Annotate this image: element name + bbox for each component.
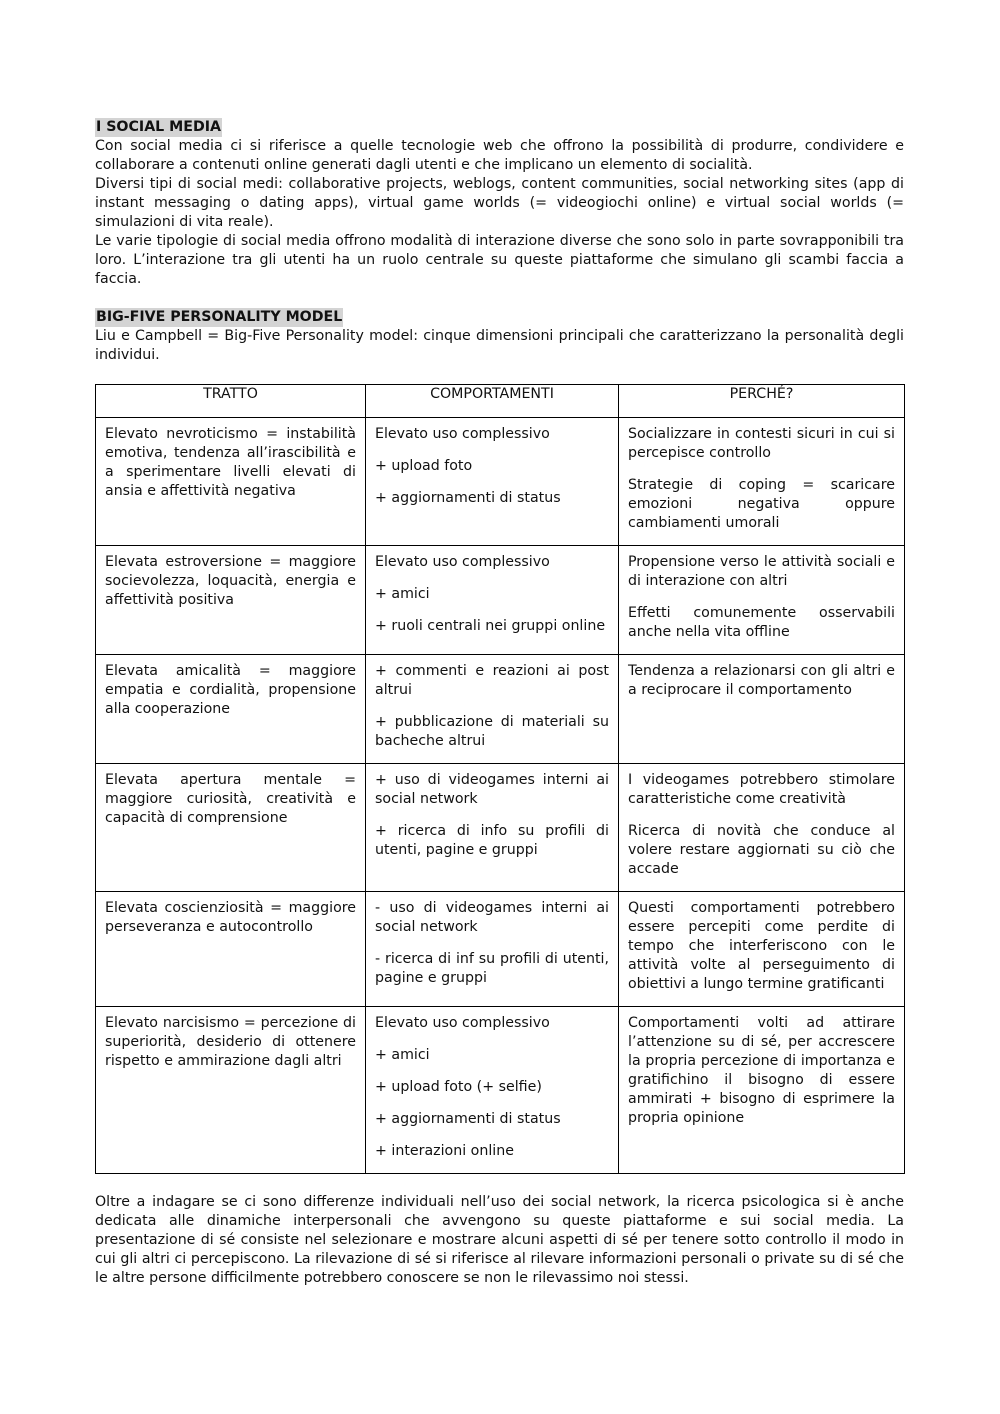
trait-cell: Elevato nevroticismo = instabilità emotiva, tendenza all’irascibilità e a sperimentare livelli elevati di ansia e affettività negativa <box>96 418 366 546</box>
reasons-cell <box>619 1007 905 1174</box>
section-social-media <box>95 118 904 289</box>
table-row <box>96 764 905 892</box>
paragraph: Liu e Campbell = Big-Five Personality model: cinque dimensioni principali che caratterizzano la personalità degli individui. <box>95 328 904 363</box>
header-cell: PERCHÉ? <box>619 385 905 418</box>
behavior-item: - uso di videogames interni ai social network <box>375 900 609 935</box>
behavior-item: + amici <box>375 1047 430 1063</box>
paragraph: Le varie tipologie di social media offrono modalità di interazione diverse che sono solo in parte sovrapponibili tra loro. L’interazione tra gli utenti ha un ruolo centrale su queste piattaforme che simulano gli scambi faccia a faccia. <box>95 233 904 287</box>
behavior-item: + aggiornamenti di status <box>375 490 561 506</box>
reasons-cell <box>619 764 905 892</box>
reason-item: I videogames potrebbero stimolare caratteristiche come creatività <box>628 772 895 807</box>
behavior-item: Elevato uso complessivo <box>375 1015 550 1031</box>
reason-item: Strategie di coping = scaricare emozioni negativa oppure cambiamenti umorali <box>628 477 895 531</box>
trait-cell: Elevata amicalità = maggiore empatia e cordialità, propensione alla cooperazione <box>96 655 366 764</box>
reasons-cell <box>619 546 905 655</box>
reason-item: Comportamenti volti ad attirare l’attenzione su di sé, per accrescere la propria percezione di importanza e gratifichino il bisogno di essere ammirati + bisogno di esprimere la propria opinione <box>628 1015 895 1126</box>
behavior-item: + upload foto (+ selfie) <box>375 1079 542 1095</box>
trait-cell: Elevata apertura mentale = maggiore curiosità, creatività e capacità di comprensione <box>96 764 366 892</box>
section-heading: I SOCIAL MEDIA <box>96 119 221 135</box>
behaviors-cell <box>366 764 619 892</box>
table-row <box>96 655 905 764</box>
table-row <box>96 418 905 546</box>
header-cell: COMPORTAMENTI <box>366 385 619 418</box>
paragraph: Con social media ci si riferisce a quelle tecnologie web che offrono la possibilità di produrre, condividere e collaborare a contenuti online generati dagli utenti e che implicano un elemento di socialità. <box>95 138 904 173</box>
behavior-item: + amici <box>375 586 430 602</box>
behavior-item: + uso di videogames interni ai social network <box>375 772 609 807</box>
section-big-five <box>95 308 904 365</box>
reason-item: Questi comportamenti potrebbero essere percepiti come perdite di tempo che interferiscono con le attività volte al perseguimento di obiettivi a lungo termine gratificanti <box>628 900 895 992</box>
trait-cell: Elevata estroversione = maggiore socievolezza, loquacità, energia e affettività positiva <box>96 546 366 655</box>
behavior-item: + ruoli centrali nei gruppi online <box>375 618 606 634</box>
behavior-item: + interazioni online <box>375 1143 514 1159</box>
reason-item: Tendenza a relazionarsi con gli altri e a reciprocare il comportamento <box>628 663 895 698</box>
reason-item: Socializzare in contesti sicuri in cui si percepisce controllo <box>628 426 895 461</box>
reasons-cell <box>619 418 905 546</box>
table-row <box>96 1007 905 1174</box>
trait-cell: Elevato narcisismo = percezione di superiorità, desiderio di ottenere rispetto e ammirazione dagli altri <box>96 1007 366 1174</box>
reasons-cell <box>619 892 905 1007</box>
behavior-item: - ricerca di inf su profili di utenti, pagine e gruppi <box>375 951 609 986</box>
behaviors-cell <box>366 1007 619 1174</box>
reasons-cell <box>619 655 905 764</box>
behavior-item: + aggiornamenti di status <box>375 1111 561 1127</box>
behavior-item: Elevato uso complessivo <box>375 554 550 570</box>
behaviors-cell <box>366 655 619 764</box>
paragraph: Diversi tipi di social medi: collaborative projects, weblogs, content communities, social networking sites (app di instant messaging o dating apps), virtual game worlds (= videogiochi online) e virtual social worlds (= simulazioni di vita reale). <box>95 176 904 230</box>
behavior-item: Elevato uso complessivo <box>375 426 550 442</box>
closing-paragraph: Oltre a indagare se ci sono differenze individuali nell’uso dei social network, la ricerca psicologica si è anche dedicata alle dinamiche interpersonali che avvengono su queste piattaforme e sui social media. La presentazione di sé consiste nel selezionare e mostrare alcuni aspetti di sé per tenere sotto controllo il modo in cui gli altri ci percepiscono. La rilevazione di sé si riferisce al rilevare informazioni personali o private su di sé che le altre persone difficilmente potrebbero conoscere se non le rilevassimo noi stessi. <box>95 1194 904 1286</box>
reason-item: Effetti comunemente osservabili anche nella vita offline <box>628 605 895 640</box>
reason-item: Ricerca di novità che conduce al volere restare aggiornati su ciò che accade <box>628 823 895 877</box>
table-body <box>96 418 905 1174</box>
behaviors-cell <box>366 418 619 546</box>
behavior-item: + ricerca di info su profili di utenti, pagine e gruppi <box>375 823 609 858</box>
behavior-item: + upload foto <box>375 458 473 474</box>
trait-cell: Elevata coscienziosità = maggiore perseveranza e autocontrollo <box>96 892 366 1007</box>
table-header-row <box>96 385 905 418</box>
behavior-item: + pubblicazione di materiali su bacheche altrui <box>375 714 609 749</box>
behaviors-cell <box>366 546 619 655</box>
spacer <box>95 289 904 308</box>
table-row <box>96 546 905 655</box>
table-row <box>96 892 905 1007</box>
document-page <box>95 118 904 1288</box>
behavior-item: + commenti e reazioni ai post altrui <box>375 663 609 698</box>
personality-table <box>95 384 905 1174</box>
behaviors-cell <box>366 892 619 1007</box>
section-heading: BIG-FIVE PERSONALITY MODEL <box>96 309 343 325</box>
header-cell: TRATTO <box>96 385 366 418</box>
reason-item: Propensione verso le attività sociali e di interazione con altri <box>628 554 895 589</box>
